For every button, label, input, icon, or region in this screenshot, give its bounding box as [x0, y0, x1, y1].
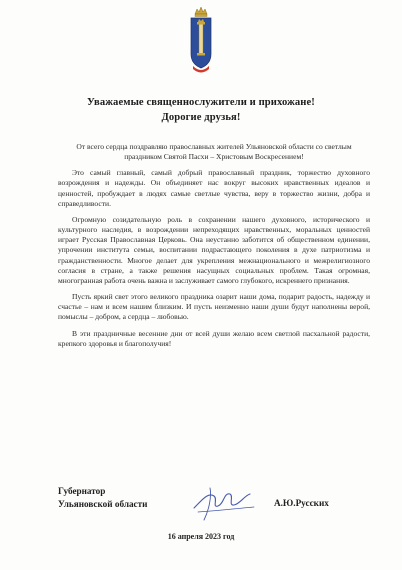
signatory-title: [58, 485, 147, 511]
paragraph: Пусть яркий свет этого великого праздника озарит наши дома, подарит радость, надежду и счастье – нам и всем нашим близким. И пусть неизменно наши души будут наполнены верой, помыслы – добром, а сердца – любовью.: [58, 292, 370, 322]
signatory-title-line2: Ульяновской области: [58, 499, 148, 509]
greeting-heading: Уважаемые священнослужители и прихожане!: [87, 97, 315, 108]
ulyanovsk-coat-of-arms-icon: [187, 6, 215, 76]
signatory-name: А.Ю.Русских: [274, 498, 329, 508]
letter-body: [58, 142, 370, 355]
signatory-title-line1: Губернатор: [58, 486, 106, 496]
letter-date: 16 апреля 2023 год: [167, 532, 235, 541]
paragraph: Это самый главный, самый добрый православный праздник, торжество духовного возрождения и надежды. Он объединяет нас вокруг высоких нравственных идеалов и ценностей, пробуждает в людях самые светлые чувства, веру в торжество жизни, добра и справедливости.: [58, 168, 370, 208]
paragraph: Огромную созидательную роль в сохранении нашего духовного, исторического и культурного наследия, в возрождении непреходящих нравственных, моральных ценностей играет Русская Православная Церковь. Она неустанно заботится об общественном единении, упрочении института семьи, воспитании подрастающего поколения в духе патриотизма и гражданственности. Многое делает для укрепления межнационального и межрелигиозного согласия в стране, а также решения насущных социальных проблем. Такая огромная, многогранная работа очень важна и заслуживает самого глубокого, искреннего признания.: [58, 214, 370, 285]
greeting-subheading: Дорогие друзья!: [161, 112, 241, 123]
paragraph: В эти праздничные весенние дни от всей души желаю всем светлой пасхальной радости, крепкого здоровья и благополучия!: [58, 328, 370, 348]
paragraph: От всего сердца поздравляю православных жителей Ульяновской области со светлым праздником Святой Пасхи – Христовым Воскресением!: [76, 142, 352, 162]
signature-icon: [188, 478, 258, 528]
